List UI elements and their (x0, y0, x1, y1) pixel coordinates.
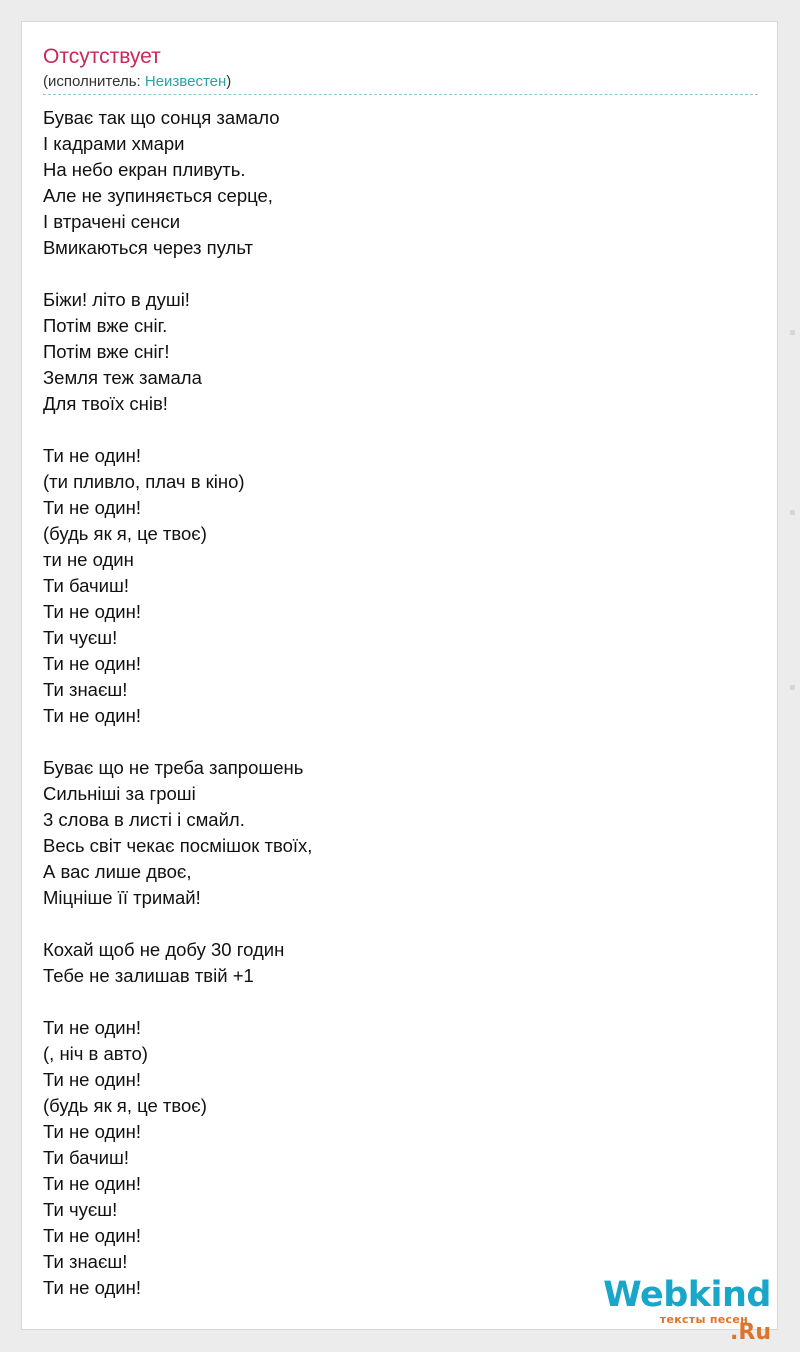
lyric-line: Ти знаєш! (43, 1251, 128, 1272)
lyric-line: І кадрами хмари (43, 133, 185, 154)
lyric-line: Потім вже сніг! (43, 341, 170, 362)
logo-name: Webkind (603, 1275, 771, 1315)
lyric-line: 3 слова в листі і смайл. (43, 809, 245, 830)
lyric-line: Ти не один! (43, 601, 141, 622)
stanza-break (43, 261, 758, 287)
lyric-line: Вмикаються через пульт (43, 237, 254, 258)
lyric-line: І втрачені сенси (43, 211, 181, 232)
lyric-line: Сильніші за гроші (43, 783, 196, 804)
lyric-line: Міцніше її тримай! (43, 887, 201, 908)
lyric-line: Для твоїх снів! (43, 393, 168, 414)
lyric-line: Ти не один! (43, 1017, 141, 1038)
lyric-line: Ти не один! (43, 497, 141, 518)
lyric-line: Ти не один! (43, 445, 141, 466)
divider (43, 94, 758, 95)
lyric-line: Але не зупиняється серце, (43, 185, 273, 206)
lyric-line: Тебе не залишав твій +1 (43, 965, 254, 986)
page-edge-marks (790, 330, 796, 690)
lyric-line: Весь світ чекає посмішок твоїх, (43, 835, 313, 856)
lyric-line: На небо екран пливуть. (43, 159, 246, 180)
lyric-line: Потім вже сніг. (43, 315, 168, 336)
lyric-line: Ти не один! (43, 1069, 141, 1090)
webkind-logo[interactable] (571, 1275, 771, 1345)
lyric-line: Ти не один! (43, 1277, 141, 1298)
lyrics-card (21, 21, 778, 1345)
lyric-line: Ти бачиш! (43, 575, 129, 596)
lyric-line: Земля теж замала (43, 367, 202, 388)
lyrics-text (43, 105, 758, 1301)
lyric-line: А вас лише двоє, (43, 861, 192, 882)
logo-tagline: тексты песен (659, 1313, 748, 1326)
lyric-line: Ти не один! (43, 653, 141, 674)
lyric-line: (будь як я, це твоє) (43, 523, 207, 544)
stanza-break (43, 989, 758, 1015)
lyric-line: Буває що не треба запрошень (43, 757, 304, 778)
lyric-line: (ти пливло, плач в кіно) (43, 471, 245, 492)
lyric-line: Ти не один! (43, 1225, 141, 1246)
artist-prefix: (исполнитель: (43, 73, 145, 90)
artist-suffix: ) (226, 73, 232, 90)
artist-link[interactable]: Неизвестен (144, 73, 227, 90)
lyric-line: Ти чуєш! (43, 627, 118, 648)
lyric-line: ти не один (43, 549, 134, 570)
lyric-line: Ти знаєш! (43, 679, 128, 700)
stanza-break (43, 729, 758, 755)
lyric-line: Ти бачиш! (43, 1147, 129, 1168)
lyric-line: Ти не один! (43, 1173, 141, 1194)
stanza-break (43, 911, 758, 937)
lyric-line: Ти не один! (43, 1121, 141, 1142)
stanza-break (43, 417, 758, 443)
lyric-line: (, ніч в авто) (43, 1043, 148, 1064)
artist-line (43, 73, 231, 91)
lyric-line: Кохай щоб не добу 30 годин (43, 939, 285, 960)
lyric-line: Ти не один! (43, 705, 141, 726)
lyric-line: (будь як я, це твоє) (43, 1095, 207, 1116)
lyric-line: Ти чуєш! (43, 1199, 118, 1220)
lyric-line: Буває так що сонця замало (43, 107, 280, 128)
lyric-line: Біжи! літо в душі! (43, 289, 190, 310)
song-title: Отсутствует (43, 45, 161, 68)
logo-tld: .Ru (730, 1320, 771, 1345)
